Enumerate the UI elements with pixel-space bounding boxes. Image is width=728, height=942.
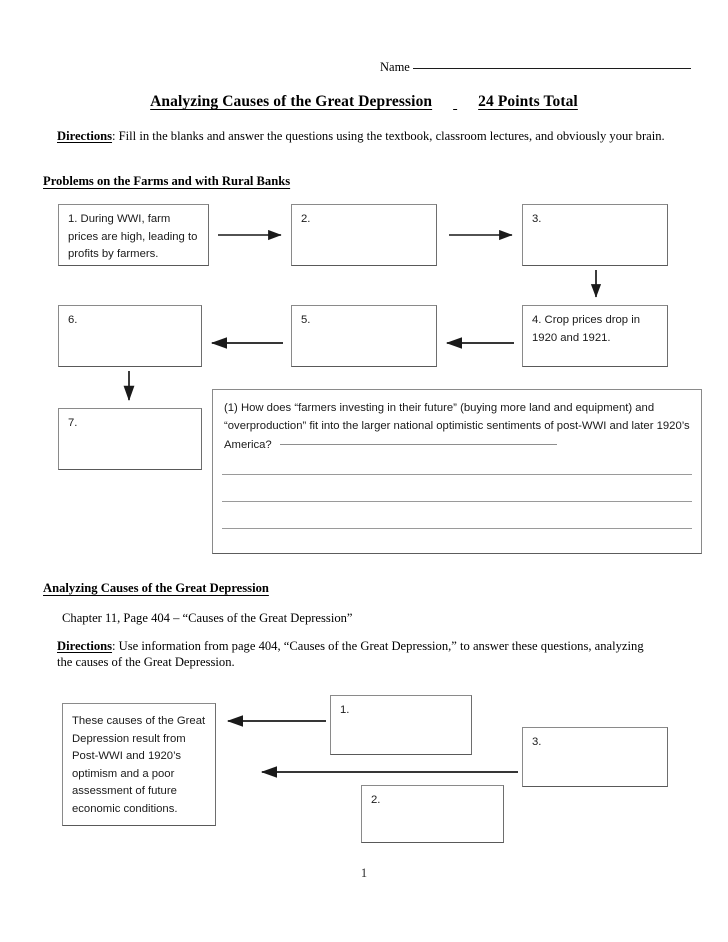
directions-text-1: : Fill in the blanks and answer the questions using the textbook, classroom lectures, and obviously your brain.: [112, 129, 665, 143]
flow-box-cause-2[interactable]: 2.: [361, 785, 504, 843]
name-field-row: [380, 60, 691, 75]
question-inline-answer-rule[interactable]: [280, 443, 557, 445]
page-title-points: 24 Points Total: [478, 93, 578, 110]
section-heading-farms: Problems on the Farms and with Rural Banks: [43, 174, 291, 188]
question-box-1: [212, 389, 702, 554]
directions-text-2: : Use information from page 404, “Causes of the Great Depression,” to answer these questions, analyzing the causes of the Great Depression.: [57, 639, 644, 670]
page-title-spacer: [432, 93, 478, 111]
directions-paragraph-2: [57, 638, 657, 671]
page-title: [0, 93, 728, 111]
directions-paragraph-1: [57, 128, 669, 144]
directions-label-1: Directions: [57, 129, 113, 143]
answer-line-3[interactable]: [222, 528, 692, 529]
answer-line-2[interactable]: [222, 501, 692, 502]
flow-box-1[interactable]: 1. During WWI, farm prices are high, leading to profits by farmers.: [58, 204, 209, 266]
flow-box-4[interactable]: 4. Crop prices drop in 1920 and 1921.: [522, 305, 668, 367]
answer-line-1[interactable]: [222, 474, 692, 475]
flow-box-summary[interactable]: These causes of the Great Depression result from Post-WWI and 1920’s optimism and a poor assessment of future economic conditions.: [62, 703, 216, 826]
page-number: 1: [360, 866, 368, 880]
name-input-rule[interactable]: [413, 67, 691, 69]
flow-box-2[interactable]: 2.: [291, 204, 437, 266]
flow-box-cause-3[interactable]: 3.: [522, 727, 668, 787]
directions-label-2: Directions: [57, 639, 113, 653]
name-label: Name: [380, 60, 410, 74]
flow-box-7[interactable]: 7.: [58, 408, 202, 470]
page-title-main: Analyzing Causes of the Great Depression: [150, 93, 433, 110]
section-heading-analyzing: Analyzing Causes of the Great Depression: [43, 581, 269, 595]
flow-box-5[interactable]: 5.: [291, 305, 437, 367]
question-text-1: (1) How does “farmers investing in their future” (buying more land and equipment) and “overproduction” fit into the larger national optimistic sentiments of post-WWI and later 1920’s America?: [224, 402, 690, 451]
flow-box-cause-1[interactable]: 1.: [330, 695, 472, 755]
flow-box-6[interactable]: 6.: [58, 305, 202, 367]
flow-box-3[interactable]: 3.: [522, 204, 668, 266]
chapter-reference: Chapter 11, Page 404 – “Causes of the Great Depression”: [62, 611, 353, 625]
